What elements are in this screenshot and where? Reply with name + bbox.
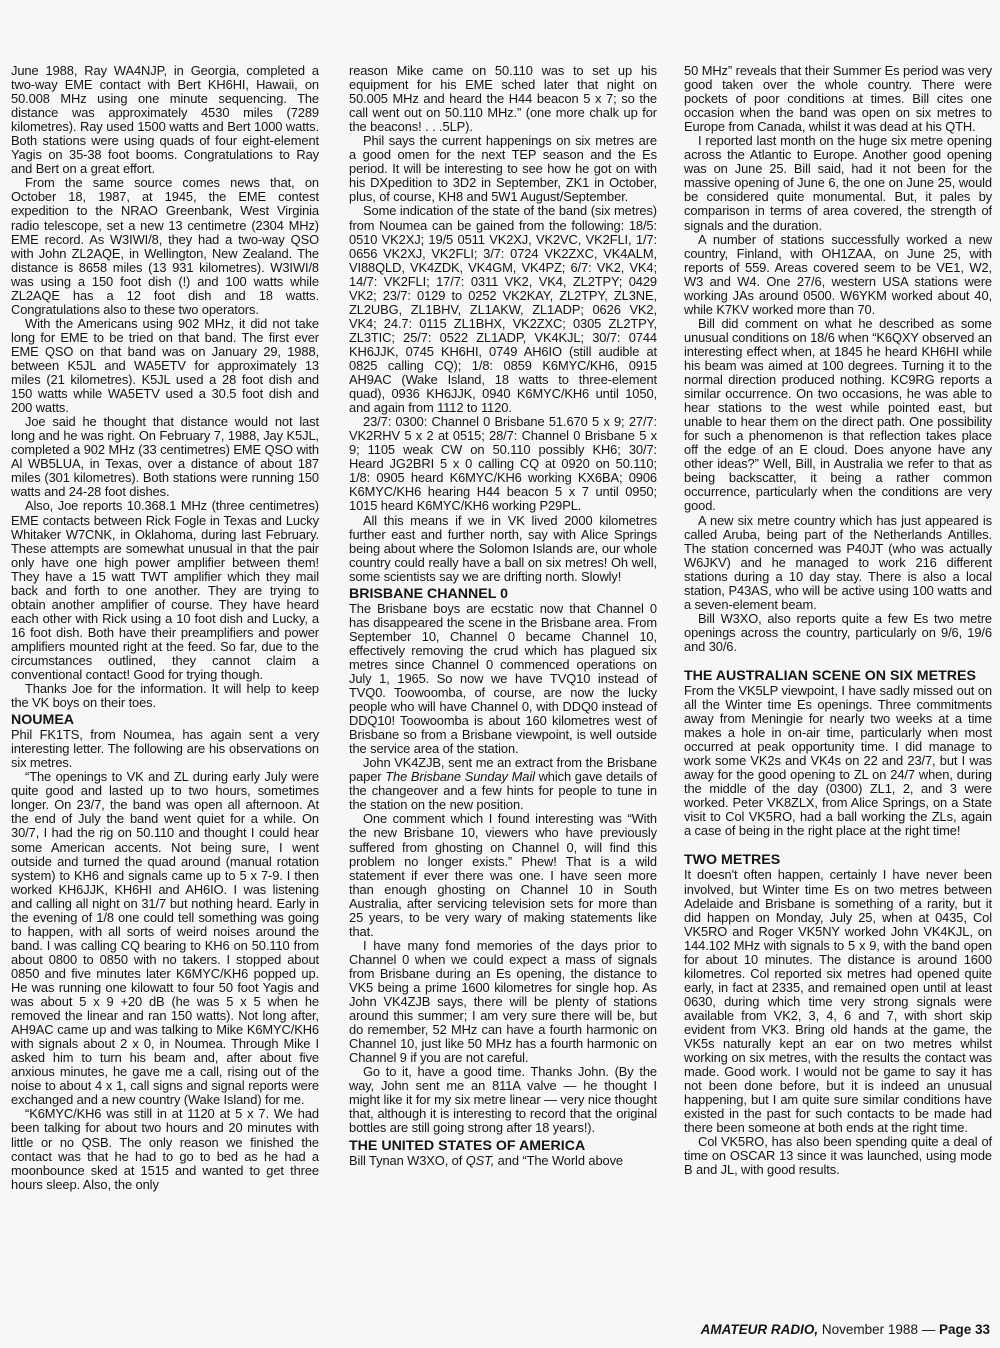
paragraph xyxy=(349,1154,657,1168)
newspaper-title: The Brisbane Sunday Mail xyxy=(385,769,535,785)
text-run: which gave details of the changeover and a few hints for people to tune in the station on the new position. xyxy=(349,769,657,813)
section-heading-two-metres: TWO METRES xyxy=(684,852,781,869)
paragraph: Phil FK1TS, from Noumea, has again sent a very interesting letter. The following are his observations on six metres. xyxy=(11,727,319,771)
column-3 xyxy=(684,64,992,1178)
paragraph: A number of stations successfully worked a new country, Finland, with OH1ZAA, on June 25, with reports of 559. Areas covered seem to be VE1, W2, W3 and W4. One 27/6, western USA stations were working JAs around 0500. W6YKM worked about 40, while K7KV worked more than 70. xyxy=(684,231,992,317)
paragraph: With the Americans using 902 MHz, it did not take long for EME to be tried on that band. The first ever EME QSO on that band was on January 29, 1988, between K5JL and WA5ETV for approximately 13 miles (21 kilometres). K5JL used a 28 foot dish and 150 watts while WA5ETV used a 30.5 foot dish and 200 watts. xyxy=(11,315,319,416)
publication-name: AMATEUR RADIO, xyxy=(700,1322,819,1337)
paragraph: One comment which I found interesting was “With the new Brisbane 10, viewers who have previously suffered from ghosting on Channel 0, will find this problem no longer exists.” Phew! That is a wild statement if ever there was one. I have seen more than enough ghosting on Channel 10 in South Australia, after servicing television sets for more than 25 years, to be very wary of making statements like that. xyxy=(349,811,657,939)
section-heading-noumea: NOUMEA xyxy=(11,712,75,729)
issue-date: November 1988 — xyxy=(818,1322,936,1337)
text-run: John VK4ZJB, sent me an extract from the Brisbane paper xyxy=(349,755,657,785)
paragraph: “The openings to VK and ZL during early July were quite good and lasted up to two hours, sometimes longer. On 23/7, the band was open all afternoon. At the end of July the band went quiet for a while. On 30/7, I had the rig on 50.110 and thought I could hear some American accents. Not being sure, I went outside and turned the quad around (manual rotation system) to KH6 and signals came up to 5 x 7-9. I then worked KH6JJK, KH6HI and AH6IO. I was listening and calling all night on 31/7 but nothing heard. Early in the evening of 1/8 one could tell something was going to happen, with all sorts of weird noises around the band. I was calling CQ bearing to KH6 on 50.110 from about 0800 to 0850 with no takers. I stopped about 0850 and five minutes later K6MYC/KH6 popped up. He was running one kilowatt to four 50 foot Yagis and was about 5 x 9 +20 dB (he was 5 x 5 when he removed the linear and ran 150 watts). Not long after, AH9AC came up and was talking to Mike K6MYC/KH6 with signals about 2 x 0, in Noumea. Through Mike I asked him to turn his beam and, after about five anxious minutes, he gave me a call, rising out of the noise to about 4 x 1, call signs and signal reports were exchanged and a new country (Wake Island) for me. xyxy=(11,769,319,1108)
paragraph: reason Mike came on 50.110 was to set up his equipment for his EME sched later that night on 50.005 MHz and heard the H44 beacon 5 x 7; so the call went out on 50.110 MHz.” (one more chalk up for the beacons! . . .5LP). xyxy=(349,63,657,135)
column-1 xyxy=(11,64,319,1192)
spacer xyxy=(684,838,992,850)
paragraph: 23/7: 0300: Channel 0 Brisbane 51.670 5 x 9; 27/7: VK2RHV 5 x 2 at 0515; 28/7: Channel 0 Brisbane 5 x 9; 1105 weak CW on 50.110 possibly KH6; 30/7: Heard JG2BRI 5 x 0 calling CQ at 0920 on 50.110; 1/8: 0905 heard K6MYC/KH6 working KX6BA; 0906 K6MYC/KH6 hearing H44 beacon 5 x 7 until 0950; 1015 heard K6MYC/KH6 working P29PL. xyxy=(349,414,657,514)
page-number: Page 33 xyxy=(935,1322,990,1337)
paragraph: All this means if we in VK lived 2000 kilometres further east and further north, say with Alice Springs being about where the Solomon Islands are, our whole country could really have a ball on six metres! Oh well, some scientists say we are drifting north. Slowly! xyxy=(349,512,657,584)
paragraph: Phil says the current happenings on six metres are a good omen for the next TEP season and the Es period. It will be interesting to see how he got on with his DXpedition to 3D2 in September, ZK1 in October, plus, of course, KH8 and 5W1 August/September. xyxy=(349,133,657,205)
column-2 xyxy=(349,64,657,1168)
page-footer xyxy=(690,1322,990,1337)
paragraph: Thanks Joe for the information. It will help to keep the VK boys on their toes. xyxy=(11,681,319,711)
paragraph: Joe said he thought that distance would not last long and he was right. On February 7, 1988, Jay K5JL, completed a 902 MHz (33 centimetres) EME QSO with Al WB5LUA, in Texas, over a distance of about 187 miles (301 kilometres). Both stations were running 150 watts and 24-28 foot dishes. xyxy=(11,414,319,500)
section-heading-usa: THE UNITED STATES OF AMERICA xyxy=(349,1137,586,1154)
text-run: Bill Tynan W3XO, of xyxy=(349,1152,466,1168)
section-heading-australian-scene: THE AUSTRALIAN SCENE ON SIX METRES xyxy=(684,667,976,684)
paragraph: I reported last month on the huge six metre opening across the Atlantic to Europe. Another good opening was on June 25. Bill said, had it not been for the massive opening of June 6, the one on June 25, would be considered quite monumental. But, it pales by comparison in terms of area covered, the strength of signals and the duration. xyxy=(684,133,992,233)
paragraph: Bill did comment on what he described as some unusual conditions on 18/6 when “K6QXY observed an interesting effect when, at 1845 he heard KH6HI while his beam was aimed at 100 degrees. Turning it to the normal direction produced nothing. KC9RG reports a similar occurrence. On two occasions, he was able to hear stations to the west while pointed east, but unable to hear them on the direct path. One possibility for such a phenomenon is that reflection takes place off the edge of an E cloud. Does anyone have any other ideas?” Well, Bill, in Australia we refer to that as being backscatter, it being a rather common occurrence, particularly when the conditions are very good. xyxy=(684,315,992,514)
paragraph: Bill W3XO, also reports quite a few Es two metre openings across the country, particularly on 9/6, 19/6 and 30/6. xyxy=(684,610,992,654)
paragraph: 50 MHz” reveals that their Summer Es period was very good taken over the whole country. There were pockets of poor conditions at times. Bill cites one occasion when the band was open on six metres to Europe from Canada, whilst it was dead at his QTH. xyxy=(684,63,992,135)
paragraph: Col VK5RO, has also been spending quite a deal of time on OSCAR 13 since it was launched, using mode B and JL, with good results. xyxy=(684,1134,992,1178)
paragraph: A new six metre country which has just appeared is called Aruba, being part of the Netherlands Antilles. The station concerned was P40JT (who was actually W6JKV) and he managed to work 216 different stations during a 10 day stay. There is also a local station, P43AS, who will be active using 100 watts and a seven-element beam. xyxy=(684,512,992,612)
paragraph: “K6MYC/KH6 was still in at 1120 at 5 x 7. We had been talking for about two hours and 20 minutes with little or no QSB. The only reason we finished the contact was that he had to go to bed as he had a moonbounce sked at 1515 and wanted to get three hours sleep. Also, the only xyxy=(11,1106,319,1192)
section-heading-brisbane-channel-0: BRISBANE CHANNEL 0 xyxy=(349,585,508,602)
paragraph: From the VK5LP viewpoint, I have sadly missed out on all the Winter time Es openings. Three commitments away from Meningie for nearly two weeks at a time makes a hole in on-air time, particularly when most occurred at peak opportunity time. I did manage to work some VK2s and VK4s on 22 and 23/7, but I was away for the good opening to ZL on 24/7 when, during the middle of the day (0300) ZL1, 2, and 3 were worked. Peter VK8ZLX, from Alice Springs, on a State visit to Col VK5RO, had a ball working the ZLs, again a case of being in the right place at the right time! xyxy=(684,682,992,839)
paragraph xyxy=(349,756,657,812)
paragraph: From the same source comes news that, on October 18, 1987, at 1945, the EME contest expedition to the NRAO Greenbank, West Virginia radio telescope, set a new 13 centimetre (2304 MHz) EME record. As W3IWI/8, they had a two-way QSO with John ZL2AQE, in Wellington, New Zealand. The distance is 8658 miles (13 931 kilometres). W3IWI/8 was using a 150 foot dish (!) and 100 watts while ZL2AQE has a 12 foot dish and 18 watts. Congratulations also to these two operators. xyxy=(11,175,319,317)
paragraph: June 1988, Ray WA4NJP, in Georgia, completed a two-way EME contact with Bert KH6HI, Hawaii, on 50.008 MHz using one minute sequencing. The distance was approximately 4530 miles (7289 kilometres). Ray used 1500 watts and Bert 1000 watts. Both stations were using quads of four eight-element Yagis on 35-38 foot booms. Congratulations to Ray and Bert on a great effort. xyxy=(11,63,319,177)
paragraph: Go to it, have a good time. Thanks John. (By the way, John sent me an 811A valve — he thought I might like it for my six metre linear — very nice thought that, although it is interesting to record that the original bottles are still going strong after 18 years!). xyxy=(349,1064,657,1136)
magazine-title: QST, xyxy=(465,1152,495,1168)
spacer xyxy=(684,654,992,666)
paragraph: Also, Joe reports 10.368.1 MHz (three centimetres) EME contacts between Rick Fogle in Texas and Lucky Whitaker W7CNK, in Oklahoma, during last February. These attempts are somewhat unusual in that the pair only have one high power amplifier between them! They have a 15 watt TWT amplifier which they mail back and forth to one another. They are trying to obtain another amplifier of course. They have heard each other with Rick using a 10 foot dish and Lucky, a 16 foot dish. Both have their preamplifiers and power amplifiers mounted right at the feed. So far, due to the circumstances outlined, they cannot claim a conventional contact! Good for trying though. xyxy=(11,498,319,683)
paragraph: Some indication of the state of the band (six metres) from Noumea can be gained from the following: 18/5: 0510 VK2XJ; 19/5 0511 VK2XJ, VK2VC, VK2FLI, 1/7: 0656 VK2XJ, VK2FLI; 3/7: 0724 VK2ZXC, VK4ALM, VI88QLD, VK4ZDK, VK4GM, VK4PZ; 6/7: VK2, VK4; 14/7: VK2FLI; 17/7: 0311 VK2, VK4, ZL2TPY; 0429 VK2; 23/7: 0129 to 0252 VK2KAY, ZL2TPY, ZL3NE, ZL2UBG, ZL1BHV, ZL1AKW, ZL1ADP; 0626 VK2, VK4; 24.7: 0115 ZL1BHX, VK2ZXC; 0305 ZL2TPY, ZL3TIC; 25/7: 0522 ZL1ADP, VK4KJL; 30/7: 0744 KH6JJK, 0745 KH6HI, 0749 AH6IO (still audible at 0825 calling CQ); 1/8: 0859 K6MYC/KH6, 0915 AH9AC (Wake Island, 18 watts to three-element quad), 0936 KH6JJK, 0940 K6MYC/KH6 until 1050, and again from 1112 to 1120. xyxy=(349,203,657,416)
paragraph: I have many fond memories of the days prior to Channel 0 when we could expect a mass of signals from Brisbane during an Es opening, the distance to VK5 being a prime 1600 kilometres for single hop. As John VK4ZJB says, there will be plenty of stations around this summer; I am very sure there will be, but do remember, 52 MHz can have a fourth harmonic on Channel 10, just like 50 MHz has a fourth harmonic on Channel 9 if you are not careful. xyxy=(349,937,657,1066)
paragraph: The Brisbane boys are ecstatic now that Channel 0 has disappeared the scene in the Brisbane area. From September 10, Channel 0 became Channel 10, effectively removing the crud which has plagued six metres since Channel 0 commenced operations on July 1, 1965. So now we have TVQ10 instead of TVQ0. Toowoomba, of course, are now the lucky people who will have Channel 0, with DDQ0 instead of DDQ10! Toowoomba is about 160 kilometres west of Brisbane so from a Brisbane viewpoint, is well outside the service area of the station. xyxy=(349,600,657,757)
text-run: and “The World above xyxy=(494,1152,623,1168)
paragraph: It doesn't often happen, certainly I have never been involved, but Winter time Es on two metres between Adelaide and Brisbane is something of a rarity, but it did happen on Monday, July 25, when at 0435, Col VK5RO and Roger VK5NY worked John VK4KJL, on 144.102 MHz with signals to 5 x 9, with the band open for about 10 minutes. The distance is around 1600 kilometres. Col reported six metres had opened quite early, in fact at 2335, and remained open until at least 0630, during which time very strong signals were available from VK2, 3, 4, 6 and 7, with short skip evident from VK3. Bring old hands at the game, the VK5s naturally kept an ear on two metres whilst working on six metres, with the results the contact was made. Good work. I would not be game to say it has not been done before, but it is indeed an unusual happening, but I am quite sure similar conditions have existed in the past for such contacts to be made had there been someone at both ends at the right time. xyxy=(684,867,992,1136)
